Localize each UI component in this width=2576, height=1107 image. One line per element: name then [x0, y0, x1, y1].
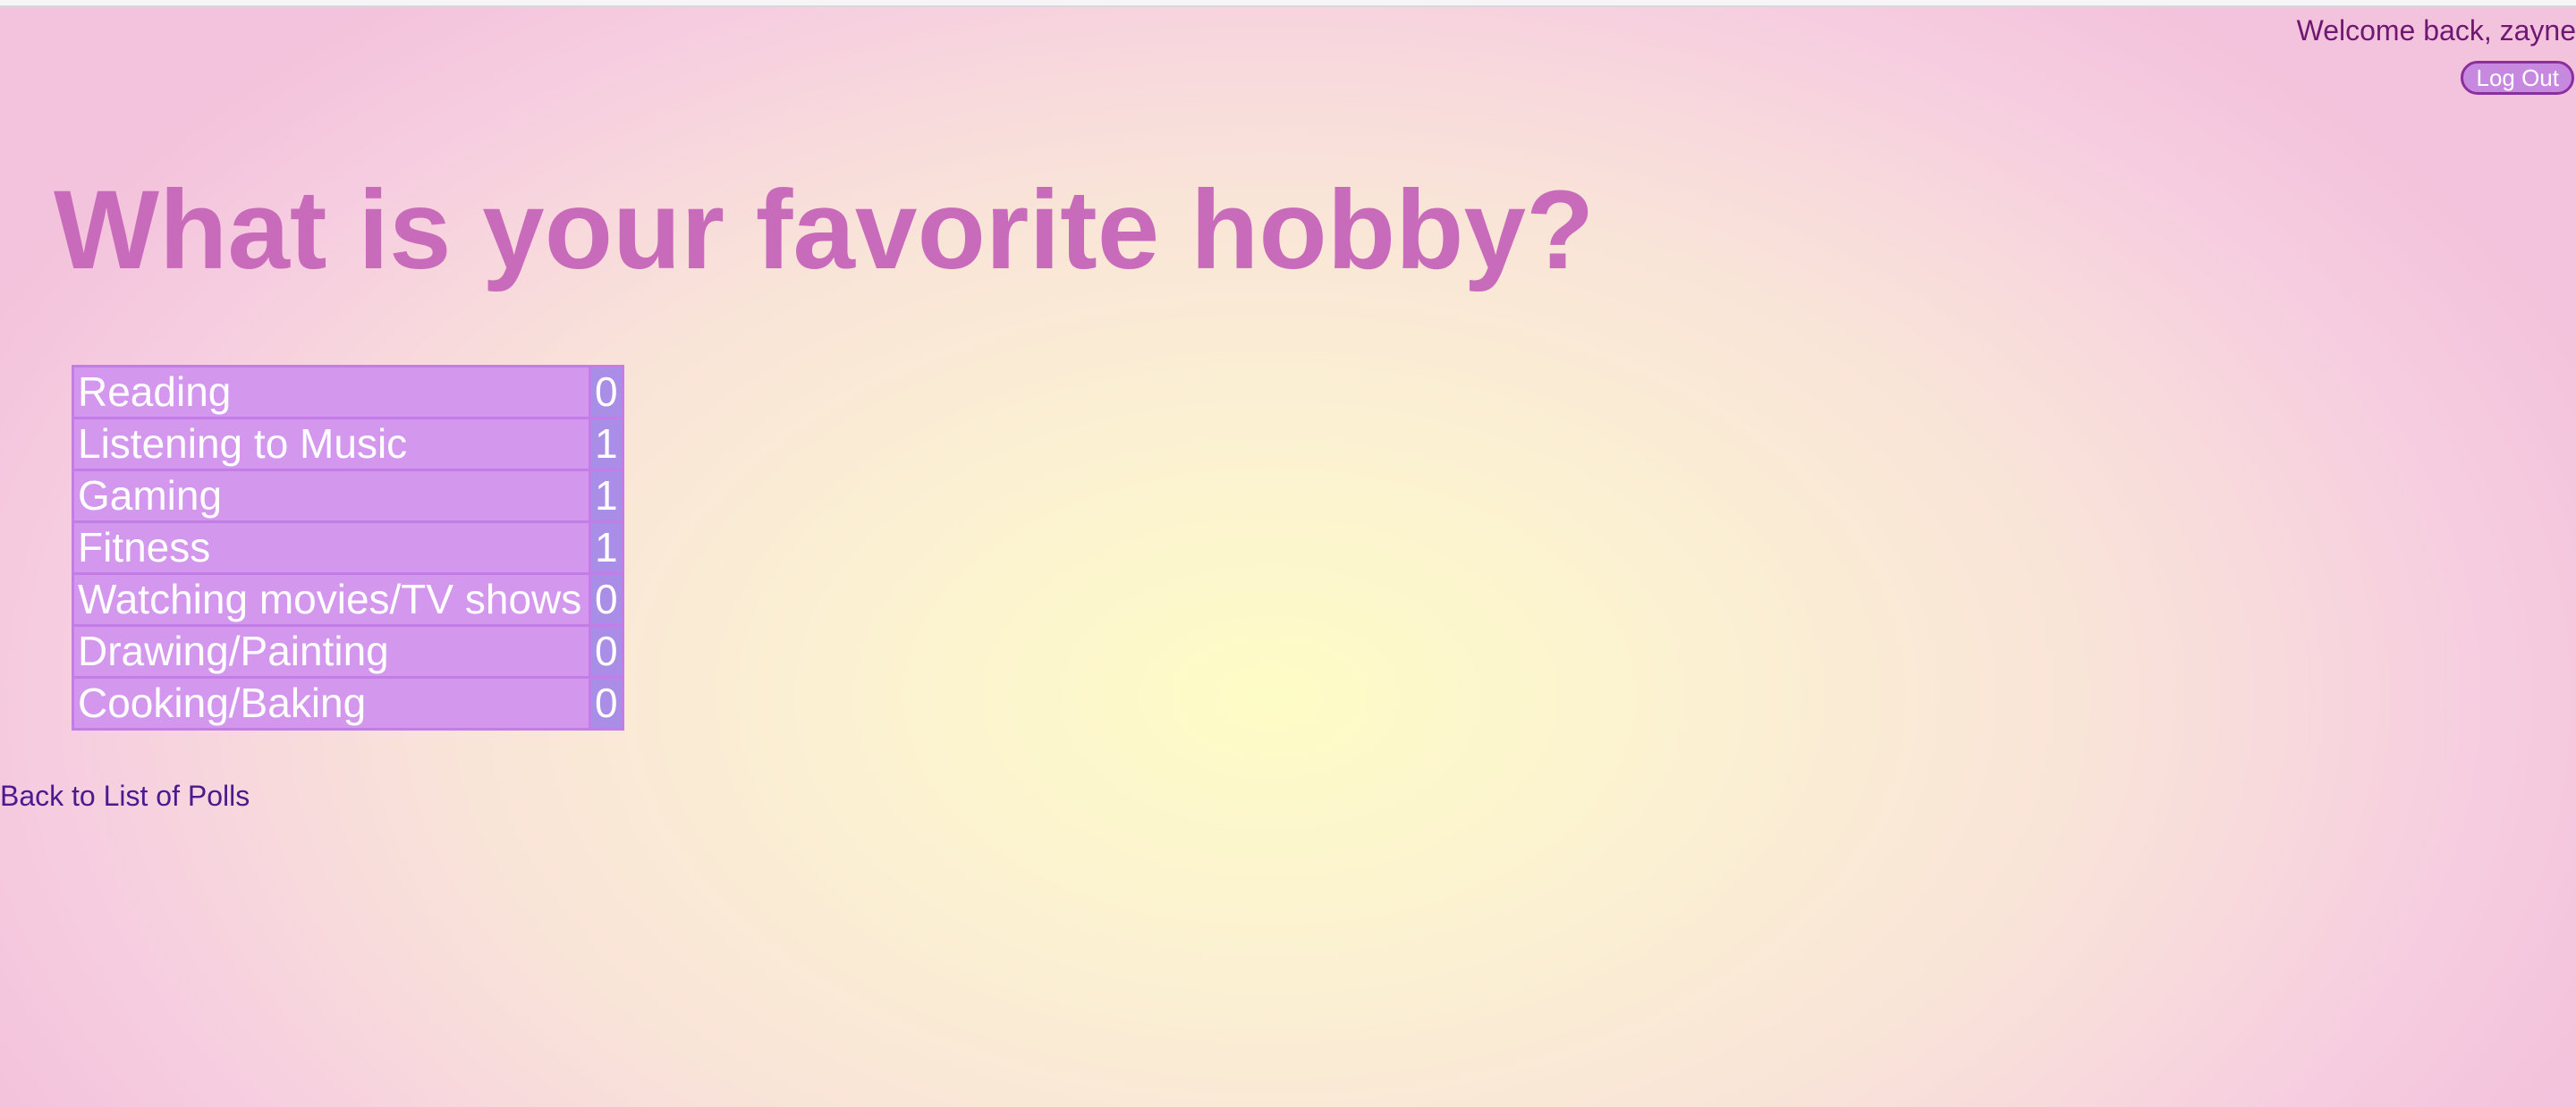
- table-row: [73, 626, 623, 678]
- vote-count: 0: [590, 367, 623, 418]
- option-label: Reading: [73, 367, 590, 418]
- back-to-polls-link[interactable]: Back to List of Polls: [0, 780, 250, 812]
- table-row: [73, 678, 623, 730]
- vote-count: 1: [590, 522, 623, 574]
- table-row: [73, 574, 623, 626]
- option-label: Drawing/Painting: [73, 626, 590, 678]
- vote-count: 0: [590, 678, 623, 730]
- option-label: Cooking/Baking: [73, 678, 590, 730]
- table-row: [73, 367, 623, 418]
- poll-question: What is your favorite hobby?: [54, 168, 1595, 292]
- vote-count: 0: [590, 574, 623, 626]
- vote-count: 1: [590, 470, 623, 522]
- logout-button[interactable]: Log Out: [2461, 61, 2574, 95]
- option-label: Gaming: [73, 470, 590, 522]
- table-row: [73, 418, 623, 470]
- table-row: [73, 470, 623, 522]
- vote-count: 1: [590, 418, 623, 470]
- vote-count: 0: [590, 626, 623, 678]
- table-row: [73, 522, 623, 574]
- top-border: [0, 0, 2576, 7]
- option-label: Watching movies/TV shows: [73, 574, 590, 626]
- option-label: Fitness: [73, 522, 590, 574]
- welcome-message: Welcome back, zayne: [2296, 14, 2576, 46]
- option-label: Listening to Music: [73, 418, 590, 470]
- poll-results-table: [72, 365, 624, 731]
